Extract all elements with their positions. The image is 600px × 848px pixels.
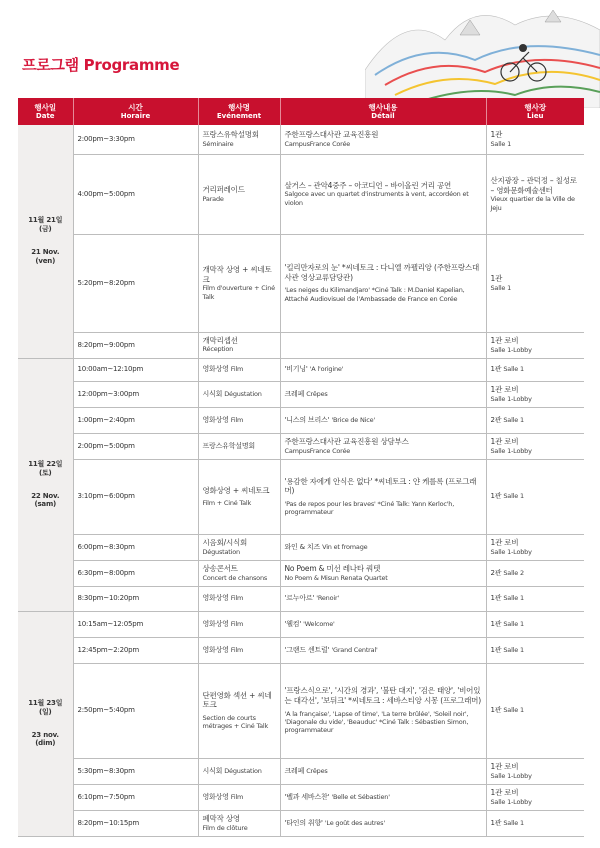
festival-illustration (365, 0, 600, 108)
table-row: 8:20pm~10:15pm 폐막작 상영 Film de clôture '타인의 취향' 'Le goût des autres' 1관 Salle 1 (18, 810, 584, 836)
table-row: 2:00pm~5:00pm 프랑스유학설명회 주한프랑스대사관 교육진흥원 상담부스 CampusFrance Corée 1관 로비 Salle 1-Lobby (18, 433, 584, 459)
page-title: 프로그램 Programme (22, 56, 180, 74)
header-venue: 행사장 Lieu (486, 98, 584, 125)
table-row: 6:10pm~7:50pm 영화상영 Film '벨과 세바스찬' 'Belle et Sébastien' 1관 로비 Salle 1-Lobby (18, 784, 584, 810)
header-date: 행사일 Date (18, 98, 73, 125)
table-row: 6:30pm~8:00pm 상송콘서트 Concert de chansons No Poem & 미선 레나타 쿼텟 No Poem & Misun Renata Quartet 2관 Salle 2 (18, 560, 584, 586)
header-event: 행사명 Evénement (198, 98, 280, 125)
table-row: 5:30pm~8:30pm 시식회 Dégustation 크레페 Crêpes 1관 로비 Salle 1-Lobby (18, 758, 584, 784)
header-detail: 행사내용 Détail (280, 98, 486, 125)
table-row: 4:00pm~5:00pm 거리퍼레이드 Parade 살거스 – 관악4중주 – 아코디언 – 바이올린 거리 공연 Salgoce avec un quartet d'instruments à vent, accordéon et violon 산지광장 – 관덕정 – 칠성로 – 영화문화예술센터 Vieux quartier de la Ville de Jeju (18, 154, 584, 234)
table-row: 1:00pm~2:40pm 영화상영 Film '니스의 브리스' 'Brice de Nice' 2관 Salle 1 (18, 407, 584, 433)
table-row: 12:00pm~3:00pm 시식회 Dégustation 크레페 Crêpes 1관 로비 Salle 1-Lobby (18, 381, 584, 407)
table-row: 2:50pm~5:40pm 단편영화 섹션 + 씨네토크 Section de courts métrages + Ciné Talk '프랑스식으로', '시간의 경과', '불탄 대지', '검은 태양', '비어있는 대각선', '보뒤크' *씨네토크 : 세바스티앙 시몽 (프로그래머) 'A la française', 'Lapse of time', 'La terre brûlée', 'Soleil noir', 'Diagonale du vide', 'Beauduc' *Ciné Talk : Sébastien Simon, programmateur 1관 Salle 1 (18, 663, 584, 758)
table-row: 8:30pm~10:20pm 영화상영 Film '르누아르' 'Renoir' 1관 Salle 1 (18, 586, 584, 611)
table-row: 3:10pm~6:00pm 영화상영 + 씨네토크 Film + Ciné Talk '용감한 자에게 안식은 없다' *씨네토크 : 얀 케를록 (프로그래머) 'Pas de repos pour les braves' *Ciné Talk: Yann Kerloc'h, programmateur 1관 Salle 1 (18, 459, 584, 534)
table-row: 11월 21일(금) 21 Nov. (ven) 2:00pm~3:30pm 프랑스유학설명회 Séminaire 주한프랑스대사관 교육진흥원 CampusFrance Corée 1관 Salle 1 (18, 125, 584, 154)
date-cell-day2: 11월 22일(토) 22 Nov. (sam) (18, 358, 73, 611)
table-header-row (18, 98, 584, 125)
programme-table (18, 98, 584, 837)
date-cell-day3: 11월 23일(일) 23 nov. (dim) (18, 611, 73, 836)
table-row: 6:00pm~8:30pm 시음회/시식회 Dégustation 와인 & 치즈 Vin et fromage 1관 로비 Salle 1-Lobby (18, 534, 584, 560)
table-row: 11월 22일(토) 22 Nov. (sam) 10:00am~12:10pm 영화상영 Film '비기닝' 'A l'origine' 1관 Salle 1 (18, 358, 584, 381)
header-time: 시간 Horaire (73, 98, 198, 125)
date-cell-day1: 11월 21일(금) 21 Nov. (ven) (18, 125, 73, 358)
table-row: 5:20pm~8:20pm 개막작 상영 + 씨네토크 Film d'ouverture + Ciné Talk '킬리만자로의 눈' *씨네토크 : 다니엘 까펠리앙 (주한프랑스대사관 영상교류담당관) 'Les neiges du Kilimandjaro' *Ciné Talk : M.Daniel Kapelian, Attaché Audiovisuel de l'Ambassade de France en Corée 1관 Salle 1 (18, 234, 584, 332)
table-row: 12:45pm~2:20pm 영화상영 Film '그랜드 센트럴' 'Grand Central' 1관 Salle 1 (18, 637, 584, 663)
table-row: 11월 23일(일) 23 nov. (dim) 10:15am~12:05pm 영화상영 Film '웰컴' 'Welcome' 1관 Salle 1 (18, 611, 584, 637)
table-row: 8:20pm~9:00pm 개막리셉션 Réception 1관 로비 Salle 1-Lobby (18, 332, 584, 358)
